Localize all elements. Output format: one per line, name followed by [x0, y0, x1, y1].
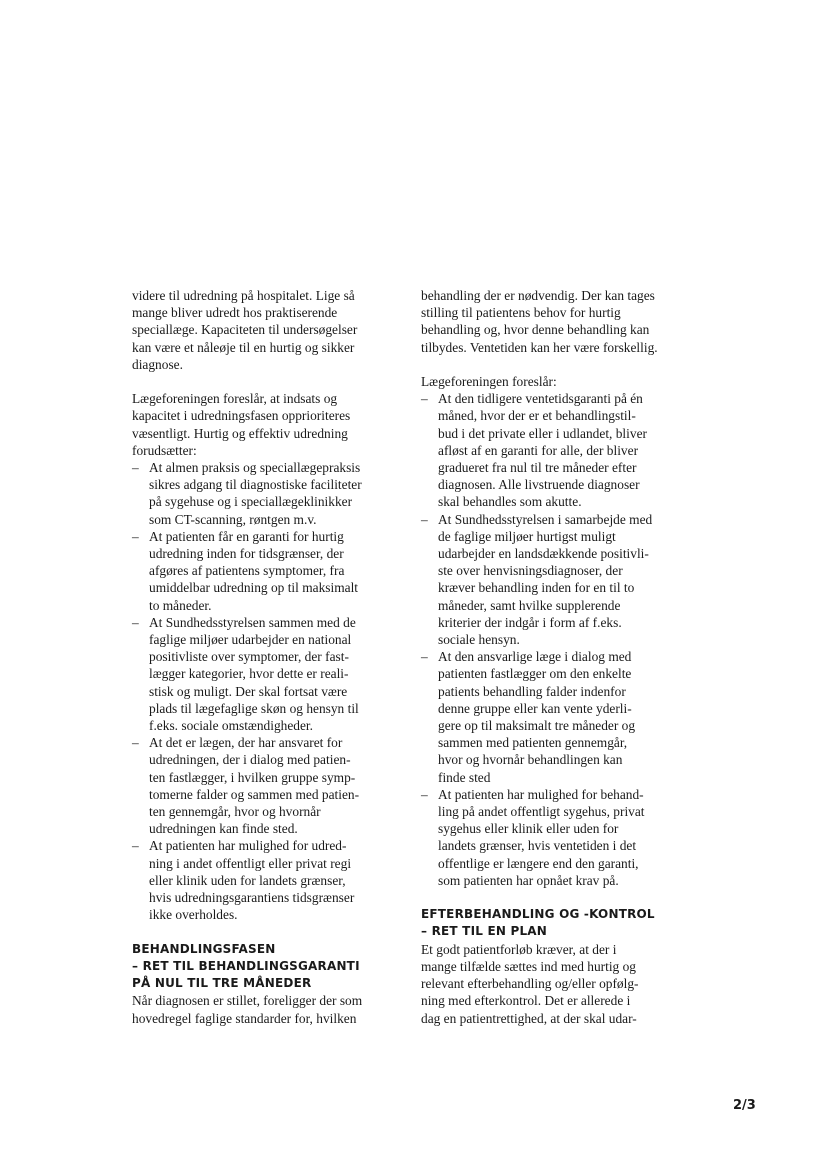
section-heading-efterbehandling: EFTERBEHANDLING OG -KONTROL – RET TIL EN PLAN [421, 907, 655, 939]
left-bullet-list [132, 459, 410, 923]
left-intro-paragraph: videre til udredning på hospitalet. Lige så mange bliver udredt hos praktiserende speciallæge. Kapaciteten til undersøgelser kan være et nåleøje til en hurtig og sikker diagnose. [132, 288, 358, 372]
right-proposal-paragraph: Lægeforeningen foreslår: [421, 374, 557, 389]
list-item: – At Sundhedsstyrelsen i samarbejde med de faglige miljøer hurtigst muligt udarbejder en landsdækkende positivli- ste over henvisningsdiagnoser, der kræver behandling inden for en til to måneder, samt hvilke supplerende kriterier der indgår i form af f.eks. sociale hensyn. [421, 511, 693, 649]
list-item: – At patienten har mulighed for udred- ning i andet offentligt eller privat regi eller klinik uden for landets grænser, hvis udredningsgarantiens tidsgrænser ikke overholdes. [132, 837, 410, 923]
list-item: – At patienten har mulighed for behand- ling på andet offentligt sygehus, privat sygehus eller klinik eller uden for landets grænser, hvis ventetiden i det offentlige er længere end den garanti, som patienten har opnået krav på. [421, 786, 693, 889]
right-bullet-list [421, 390, 693, 889]
list-item: – At Sundhedsstyrelsen sammen med de faglige miljøer udarbejder en national positivliste over symptomer, der fast- lægger kategorier, hvor dette er reali- stisk og muligt. Der skal fortsat være plads til lægefaglige skøn og hensyn til f.eks. sociale omstændigheder. [132, 614, 410, 734]
list-item: – At almen praksis og speciallægepraksis sikres adgang til diagnostiske faciliteter på sygehuse og i speciallægeklinikker som CT-scanning, røntgen m.v. [132, 459, 410, 528]
section-heading-behandlingsfasen: BEHANDLINGSFASEN – RET TIL BEHANDLINGSGARANTI PÅ NUL TIL TRE MÅNEDER [132, 941, 360, 991]
list-item: – At patienten får en garanti for hurtig udredning inden for tidsgrænser, der afgøres af patientens symptomer, fra umiddelbar udredning op til maksimalt to måneder. [132, 528, 410, 614]
right-column [421, 287, 693, 1027]
left-proposal-paragraph: Lægeforeningen foreslår, at indsats og kapacitet i udredningsfasen opprioriteres væsentligt. Hurtig og effektiv udredning forudsætter: [132, 391, 351, 458]
left-column [132, 287, 410, 1027]
list-item: – At den ansvarlige læge i dialog med patienten fastlægger om den enkelte patients behandling falder indenfor denne gruppe eller kan vente yderli- gere op til maksimalt tre måneder og sammen med patienten gennemgår, hvor og hvornår behandlingen kan finde sted [421, 648, 693, 786]
list-item: – At den tidligere ventetidsgaranti på én måned, hvor der er et behandlingstil- bud i det private eller i udlandet, bliver afløst af en garanti for alle, der bliver gradueret fra nul til tre måneder efter diagnosen. Alle livstruende diagnoser skal behandles som akutte. [421, 390, 693, 510]
right-intro-paragraph: behandling der er nødvendig. Der kan tages stilling til patientens behov for hurtig behandling og, hvor denne behandling kan tilbydes. Ventetiden kan her være forskellig. [421, 288, 658, 355]
page-number: 2/3 [733, 1098, 756, 1113]
right-closing-paragraph: Et godt patientforløb kræver, at der i mange tilfælde sættes ind med hurtig og relevant efterbehandling og/eller opfølg- ning med efterkontrol. Det er allerede i dag en patientrettighed, at der skal udar- [421, 941, 639, 1026]
left-closing-paragraph: Når diagnosen er stillet, foreligger der som hovedregel faglige standarder for, hvilken [132, 993, 363, 1026]
list-item: – At det er lægen, der har ansvaret for udredningen, der i dialog med patien- ten fastlægger, i hvilken gruppe symp- tomerne falder og sammen med patien- ten gennemgår, hvor og hvornår udredningen kan finde sted. [132, 734, 410, 837]
